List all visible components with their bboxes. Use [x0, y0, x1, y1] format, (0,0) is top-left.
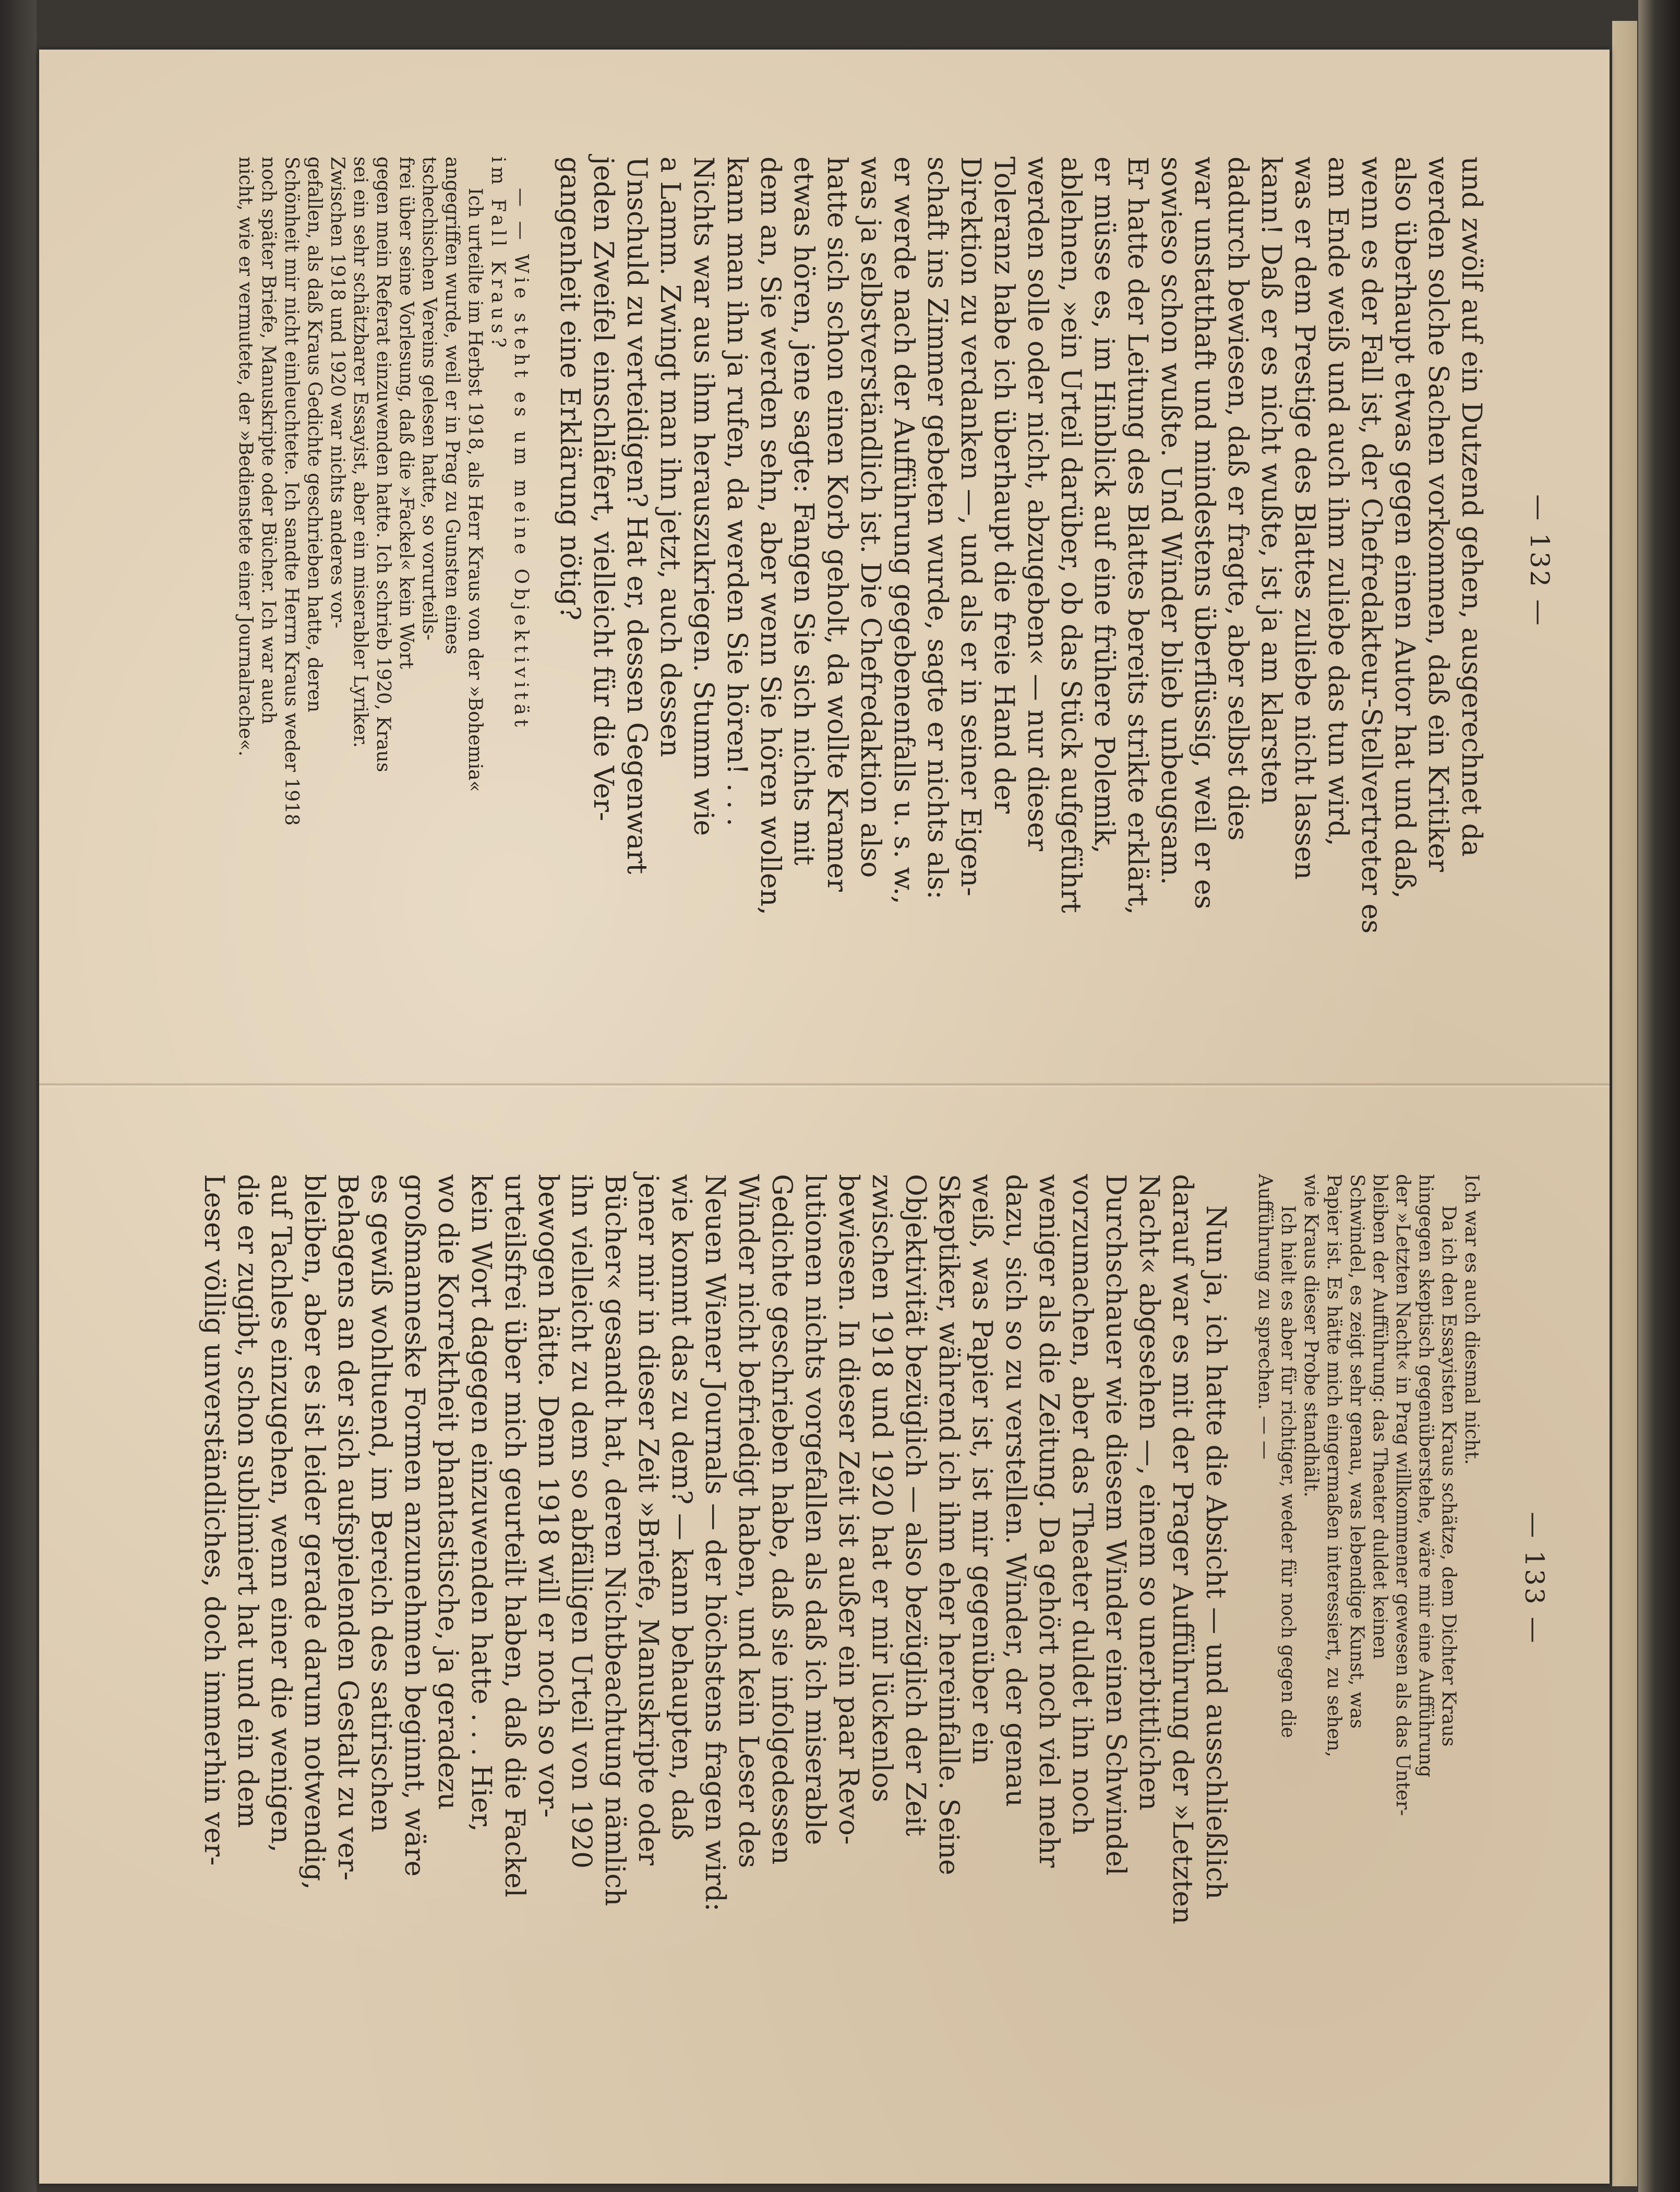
text-line: werden solche Sachen vorkommen, daß ein Kritiker — [1422, 157, 1454, 872]
page-133-body — [197, 1174, 1232, 1983]
text-line: jeden Zweifel einschläfert, vielleicht für die Ver- — [587, 157, 619, 821]
page-number: — 133 — — [1519, 1512, 1550, 1645]
text-line: gangenheit eine Erklärung nötig? — [554, 157, 585, 620]
small-text-line: tschechischen Vereins gelesen hatte, so vorurteils- — [418, 157, 440, 641]
text-line: vorzumachen, aber das Theater duldet ihn noch — [1066, 1174, 1098, 1835]
page-132-body — [553, 157, 1488, 965]
small-text-line: Aufführung zu sprechen. — — — [1254, 1174, 1276, 1459]
text-line: kein Wort dagegen einzuwenden hatte . . . Hier, — [465, 1174, 497, 1832]
page-133 — [198, 1174, 1550, 1983]
text-line: Leser völlig unverständliches, doch immerhin ver- — [198, 1174, 230, 1866]
small-text-line: sei ein sehr schätzbarer Essayist, aber ein miserabler Lyriker. — [350, 157, 371, 748]
text-line: war unstatthaft und mindestens überflüssig, weil er es — [1189, 157, 1220, 909]
text-line: Direktion zu verdanken —, und als er in seiner Eigen- — [955, 157, 986, 896]
small-text-line: nicht, wie er vermutete, der »Bedienstete einer Journalrache«. — [235, 157, 256, 757]
section-heading-line: im Fall Kraus? — [487, 157, 509, 352]
page-133-small-text — [1253, 1174, 1483, 1983]
text-line: und zwölf auf ein Dutzend gehen, ausgerechnet da — [1456, 157, 1487, 857]
page-edge — [1612, 21, 1637, 2186]
small-text-line: der »Letzten Nacht« in Prag willkommener gewesen als das Unter- — [1392, 1174, 1413, 1816]
small-text-line: gegen mein Referat einzuwenden hatte. Ich schrieb 1920, Kraus — [373, 157, 394, 772]
small-text-line: Papier ist. Es hätte mich eingermaßen interessiert, zu sehen, — [1323, 1174, 1345, 1757]
text-line: jener mir in dieser Zeit »Briefe, Manuskripte oder — [632, 1174, 664, 1866]
text-line: kann! Daß er es nicht wußte, ist ja am klarsten — [1255, 157, 1287, 805]
text-line: Nacht« abgesehen —, einem so unerbittlichen — [1133, 1174, 1165, 1811]
text-line: Nichts war aus ihm herauszukriegen. Stumm wie — [688, 157, 719, 836]
text-line: sowieso schon wußte. Und Winder blieb unbeugsam. — [1155, 157, 1186, 885]
text-line: Skeptiker, während ich ihm eher hereinfalle. Seine — [933, 1174, 964, 1875]
text-line: er werde nach der Aufführung gegebenenfalls u. s. w., — [888, 157, 919, 904]
text-line: bewogen hätte. Denn 1918 will er noch so vor- — [532, 1174, 563, 1818]
text-line: wo die Korrektheit phantastische, ja geradezu — [432, 1174, 463, 1810]
text-line: Neuen Wiener Journals — der höchstens fragen wird: — [699, 1174, 730, 1912]
center-fold — [39, 1083, 1610, 1088]
text-line: was ja selbstverständlich ist. Die Chefredaktion also — [855, 157, 886, 878]
text-line: zwischen 1918 und 1920 hat er mir lückenlos — [866, 1174, 897, 1803]
small-text-line: Schönheit mir nicht einleuchtete. Ich sandte Herrn Kraus weder 1918 — [281, 157, 302, 826]
text-line: also überhaupt etwas gegen einen Autor hat und daß, — [1389, 157, 1420, 899]
small-text-line: noch später Briefe, Manuskripte oder Bücher. Ich war auch — [258, 157, 279, 725]
text-line: a Lamm. Zwingt man ihn jetzt, auch dessen — [654, 157, 686, 758]
text-line: Objektivität bezüglich — also bezüglich der Zeit — [899, 1174, 931, 1837]
text-line: auf Tachles einzugehen, wenn einer die wenigen, — [265, 1174, 296, 1853]
text-line: wie kommt das zu dem? — kann behaupten, daß — [666, 1174, 697, 1841]
text-line: darauf war es mit der Prager Aufführung der »Letzten — [1167, 1174, 1198, 1925]
text-line: ablehnen, »ein Urteil darüber, ob das Stück aufgeführt — [1055, 157, 1086, 913]
small-text-line: Da ich den Essayisten Kraus schätze, dem Dichter Kraus — [1438, 1205, 1459, 1747]
small-text-line: Zwischen 1918 und 1920 war nichts anderes vor- — [327, 157, 348, 629]
text-line: dadurch bewiesen, daß er fragte, aber selbst dies — [1222, 157, 1253, 841]
section-heading — [486, 157, 532, 965]
text-line: dem an, Sie werden sehn, aber wenn Sie hören wollen, — [754, 157, 786, 915]
small-text-line: Schwindel, es zeigt sehr genau, was lebendige Kunst, was — [1346, 1174, 1367, 1729]
text-line: Durchschauer wie diesem Winder einen Schwindel — [1100, 1174, 1131, 1876]
text-line: die er zugibt, schon sublimiert hat und ein dem — [232, 1174, 263, 1828]
text-line: ihn vielleicht zu dem so abfälligen Urteil von 1920 — [566, 1174, 597, 1869]
text-line: er müsse es, im Hinblick auf eine frühere Polemik, — [1088, 157, 1120, 854]
text-line: urteilsfrei über mich geurteilt haben, daß die Fackel — [499, 1174, 530, 1898]
small-text-line: Ich hielt es aber für richtiger, weder für noch gegen die — [1277, 1205, 1299, 1738]
small-text-line: wie Kraus dieser Probe standhält. — [1300, 1174, 1322, 1498]
text-line: Toleranz habe ich überhaupt die freie Hand der — [988, 157, 1019, 814]
small-text-line: gefallen, als daß Kraus Gedichte geschrieben hatte, deren — [304, 157, 325, 713]
section-heading-line: — — Wie steht es um meine Objektivität — [510, 188, 532, 731]
text-line: schaft ins Zimmer gebeten wurde, sagte er nichts als: — [921, 157, 953, 900]
text-line: weniger als die Zeitung. Da gehört noch viel mehr — [1033, 1174, 1064, 1868]
text-line: weiß, was Papier ist, ist mir gegenüber ein — [966, 1174, 998, 1764]
text-line: Gedichte geschrieben habe, daß sie infolgedessen — [766, 1174, 797, 1865]
small-text-line: Ich war es auch diesmal nicht. — [1461, 1174, 1482, 1465]
page-132-small-text — [234, 157, 486, 965]
small-text-line: bleiben der Aufführung: das Theater duldet keinen — [1369, 1174, 1390, 1659]
text-line: Bücher« gesandt hat, deren Nichtbeachtung nämlich — [599, 1174, 630, 1907]
text-line: Winder nicht befriedigt haben, und kein Leser des — [733, 1174, 764, 1868]
text-line: hatte sich schon einen Korb geholt, da wollte Kramer — [821, 157, 853, 892]
page-132 — [235, 157, 1555, 965]
text-line: wenn es der Fall ist, der Chefredakteur-Stellvertreter es — [1355, 157, 1387, 934]
text-line: am Ende weiß und auch ihm zuliebe das tun wird, — [1322, 157, 1353, 846]
small-text-line: Ich urteilte im Herbst 1918, als Herr Kraus von der »Bohemia« — [464, 188, 486, 792]
text-line: bewiesen. In dieser Zeit ist außer ein paar Revo- — [833, 1174, 864, 1845]
text-line: Behagens an der sich aufspielenden Gestalt zu ver- — [332, 1174, 363, 1881]
text-line: werden solle oder nicht, abzugeben« — nur dieser — [1022, 157, 1053, 852]
scan-background-right — [1638, 0, 1680, 2192]
scan-background-left — [0, 0, 37, 2192]
text-line: dazu, sich so zu verstellen. Winder, der genau — [1000, 1174, 1031, 1807]
small-text-line: hingegen skeptisch gegenüberstehe, wäre mir eine Aufführung — [1415, 1174, 1436, 1778]
text-line: lutionen nichts vorgefallen als daß ich miserable — [799, 1174, 831, 1846]
text-line: Nun ja, ich hatte die Absicht — und ausschließlich — [1200, 1205, 1231, 1900]
text-line: bleiben, aber es ist leider gerade darum notwendig, — [298, 1174, 330, 1890]
text-line: kann man ihn ja rufen, da werden Sie hören! . . . — [721, 157, 752, 827]
small-text-line: angegriffen wurde, weil er in Prag zu Gunsten eines — [441, 157, 463, 655]
page-number: — 132 — — [1525, 494, 1555, 628]
text-line: etwas hören, jene sagte: Fangen Sie sich nichts mit — [788, 157, 819, 866]
text-line: Unschuld zu verteidigen? Hat er, dessen Gegenwart — [621, 157, 652, 875]
text-line: großmanneske Formen anzunehmen beginnt, wäre — [399, 1174, 430, 1877]
small-text-line: frei über seine Vorlesung, daß die »Fackel« kein Wort — [395, 157, 417, 669]
text-line: Er hatte der Leitung des Blattes bereits strikte erklärt, — [1122, 157, 1153, 915]
text-line: es gewiß wohltuend, im Bereich des satirischen — [365, 1174, 397, 1832]
text-line: was er dem Prestige des Blattes zuliebe nicht lassen — [1289, 157, 1320, 880]
